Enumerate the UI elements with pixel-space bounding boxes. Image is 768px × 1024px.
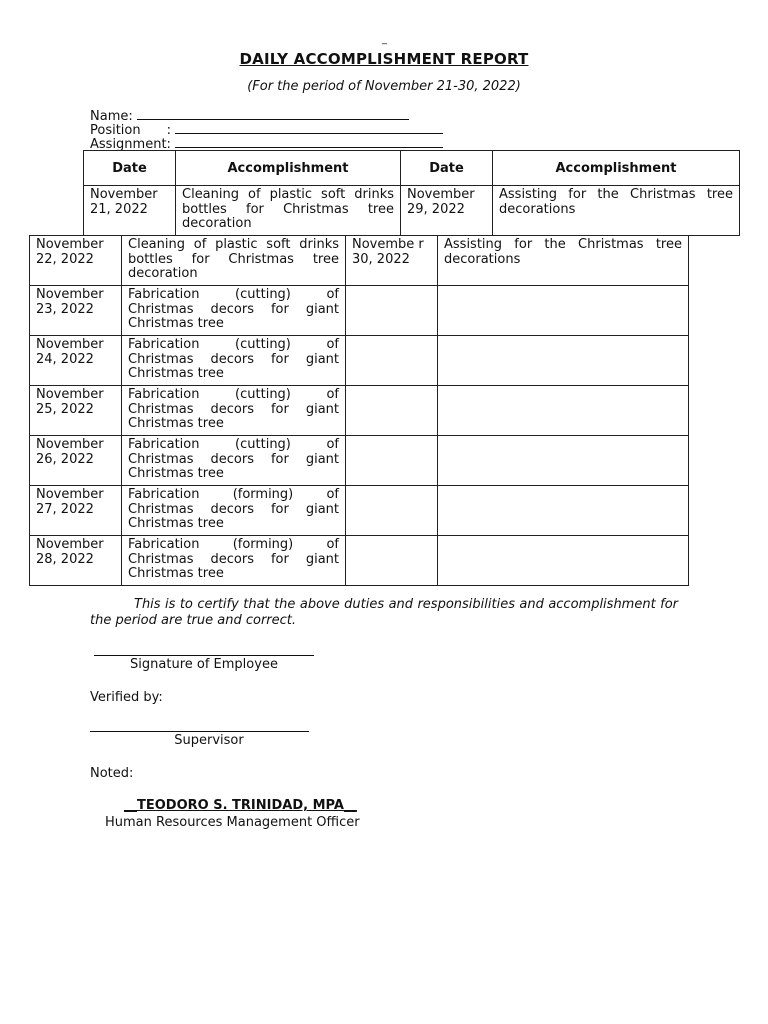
accomplishment-cell: Fabrication (cutting) of Christmas decors for giant Christmas tree (122, 386, 346, 436)
header-date-2: Date (401, 151, 493, 186)
date-cell (346, 336, 438, 386)
date-cell (346, 486, 438, 536)
table-header-row (84, 151, 740, 186)
accomplishment-cell (438, 336, 689, 386)
accomplishment-cell: Cleaning of plastic soft drinks bottles for Christmas tree decoration (176, 186, 401, 236)
accomplishment-cell (438, 286, 689, 336)
position-colon: : (166, 123, 172, 138)
header-accomplishment-2: Accomplishment (493, 151, 740, 186)
table-row (30, 536, 689, 586)
employee-signature-caption: Signature of Employee (130, 657, 278, 672)
position-line (175, 121, 443, 134)
accomplishment-cell (438, 386, 689, 436)
accomplishment-cell: Fabrication (forming) of Christmas decors for giant Christmas tree (122, 486, 346, 536)
date-cell: November 29, 2022 (401, 186, 493, 236)
table-row (30, 486, 689, 536)
accomplishment-cell: Fabrication (cutting) of Christmas decors for giant Christmas tree (122, 286, 346, 336)
report-period: (For the period of November 21-30, 2022) (247, 79, 521, 94)
date-cell (346, 286, 438, 336)
verified-label: Verified by: (90, 690, 163, 705)
table-row (30, 386, 689, 436)
accomplishment-cell: Fabrication (cutting) of Christmas decors for giant Christmas tree (122, 436, 346, 486)
name-label: Name: (90, 109, 133, 124)
report-title: DAILY ACCOMPLISHMENT REPORT (239, 50, 529, 68)
certification-text: This is to certify that the above duties and responsibilities and accomplishment for the period are true and correct. (90, 597, 678, 628)
table-row (30, 286, 689, 336)
supervisor-caption: Supervisor (174, 733, 244, 748)
accomplishment-cell: Fabrication (forming) of Christmas decors for giant Christmas tree (122, 536, 346, 586)
accomplishment-cell (438, 436, 689, 486)
date-cell: November 28, 2022 (30, 536, 122, 586)
assignment-label: Assignment: (90, 137, 171, 152)
name-line (137, 107, 409, 120)
date-cell: November 24, 2022 (30, 336, 122, 386)
date-cell (346, 536, 438, 586)
position-label: Position (90, 123, 141, 138)
date-cell: November 21, 2022 (84, 186, 176, 236)
noted-label: Noted: (90, 766, 134, 781)
date-cell: Novembe r 30, 2022 (346, 236, 438, 286)
accomplishment-cell (438, 536, 689, 586)
date-cell: November 22, 2022 (30, 236, 122, 286)
supervisor-signature-line (90, 719, 309, 732)
date-cell: November 23, 2022 (30, 286, 122, 336)
table-row (30, 336, 689, 386)
date-cell: November 26, 2022 (30, 436, 122, 486)
date-cell: November 27, 2022 (30, 486, 122, 536)
accomplishment-cell: Assisting for the Christmas tree decorations (438, 236, 689, 286)
officer-title: Human Resources Management Officer (105, 815, 360, 830)
accomplishment-table-main (29, 235, 689, 586)
accomplishment-cell: Cleaning of plastic soft drinks bottles for Christmas tree decoration (122, 236, 346, 286)
assignment-line (175, 135, 443, 148)
accomplishment-cell (438, 486, 689, 536)
table-row (30, 436, 689, 486)
header-date-1: Date (84, 151, 176, 186)
header-accomplishment-1: Accomplishment (176, 151, 401, 186)
date-cell (346, 436, 438, 486)
officer-name: __TEODORO S. TRINIDAD, MPA__ (124, 798, 357, 813)
table-row (84, 186, 740, 236)
accomplishment-table-top (83, 150, 740, 236)
accomplishment-cell: Assisting for the Christmas tree decorations (493, 186, 740, 236)
date-cell: November 25, 2022 (30, 386, 122, 436)
table-row (30, 236, 689, 286)
top-mark: _ (382, 34, 387, 45)
employee-signature-line (94, 643, 314, 656)
date-cell (346, 386, 438, 436)
accomplishment-cell: Fabrication (cutting) of Christmas decors for giant Christmas tree (122, 336, 346, 386)
